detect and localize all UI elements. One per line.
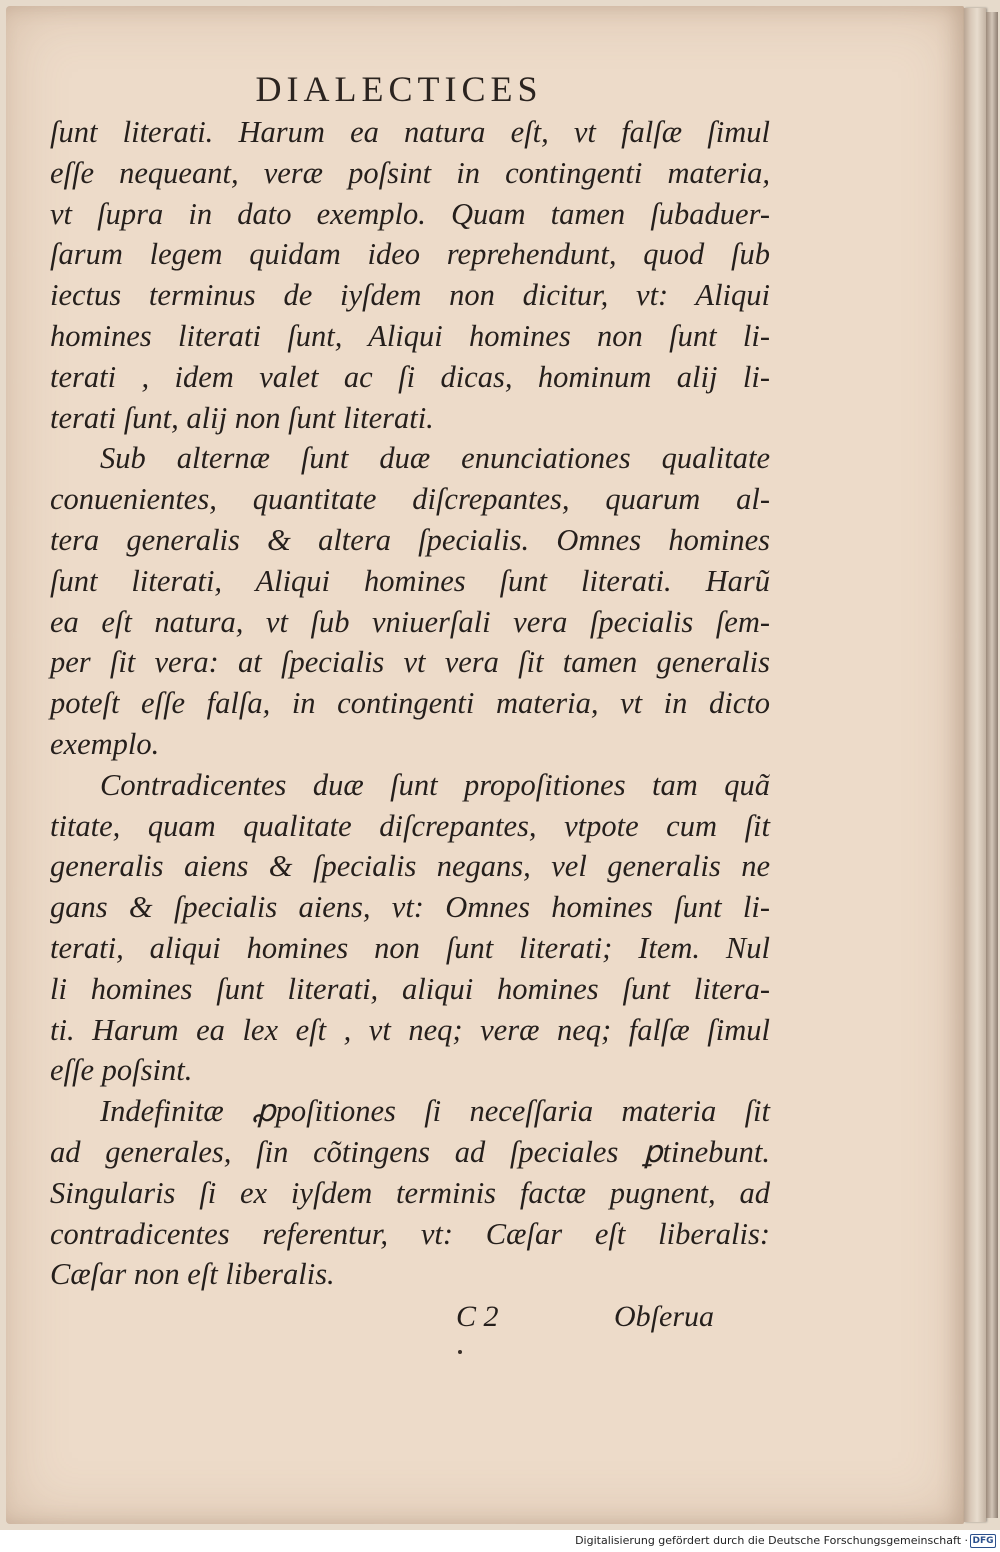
- text-line: gans & ſpecialis aiens, vt: Omnes homines ſunt li-: [50, 890, 770, 925]
- page-edge-fore: [964, 8, 986, 1522]
- text-line: Singularis ſi ex iyſdem terminis factæ pugnent, ad: [50, 1175, 770, 1210]
- text-line: ſarum legem quidam ideo reprehendunt, quod ſub: [50, 237, 770, 272]
- catchword: Obſerua: [614, 1300, 714, 1333]
- text-line: eſſe poſsint.: [50, 1053, 193, 1088]
- text-line: ad generales, ſin cõtingens ad ſpeciales ꝑtinebunt.: [50, 1134, 770, 1169]
- ink-dot: [458, 1350, 462, 1354]
- signature-mark: C 2: [456, 1300, 499, 1333]
- text-line: poteſt eſſe falſa, in contingenti materia, vt in dicto: [50, 686, 770, 721]
- text-line: Sub alternæ ſunt duæ enunciationes qualitate: [100, 441, 770, 476]
- text-line: per ſit vera: at ſpecialis vt vera ſit tamen generalis: [50, 645, 770, 680]
- running-head: DIALECTICES: [255, 69, 543, 109]
- text-line: li homines ſunt literati, aliqui homines ſunt litera-: [50, 971, 770, 1006]
- text-line: Contradicentes duæ ſunt propoſitiones tam quã: [100, 767, 770, 802]
- text-line: conuenientes, quantitate diſcrepantes, quarum al-: [50, 482, 770, 517]
- body-text: [50, 112, 770, 1295]
- text-line: Cæſar non eſt liberalis.: [50, 1257, 335, 1292]
- text-line: exemplo.: [50, 726, 160, 761]
- page-edge-outer: [986, 12, 998, 1518]
- text-line: titate, quam qualitate diſcrepantes, vtpote cum ſit: [50, 808, 770, 843]
- text-line: ſunt literati, Aliqui homines ſunt literati. Harũ: [50, 563, 770, 598]
- text-line: ſunt literati. Harum ea natura eſt, vt falſæ ſimul: [50, 115, 770, 149]
- dfg-logo: DFG: [970, 1534, 996, 1548]
- text-line: terati , idem valet ac ſi dicas, hominum alij li-: [50, 359, 770, 394]
- text-line: homines literati ſunt, Aliqui homines non ſunt li-: [50, 318, 770, 353]
- text-line: vt ſupra in dato exemplo. Quam tamen ſubaduer-: [50, 196, 770, 231]
- text-line: terati ſunt, alij non ſunt literati.: [50, 400, 434, 435]
- text-line: generalis aiens & ſpecialis negans, vel generalis ne: [50, 849, 770, 884]
- text-line: tera generalis & altera ſpecialis. Omnes homines: [50, 522, 770, 557]
- text-line: iectus terminus de iyſdem non dicitur, vt: Aliqui: [50, 278, 770, 313]
- text-line: terati, aliqui homines non ſunt literati; Item. Nul: [50, 930, 770, 965]
- text-line: eſſe nequeant, veræ poſsint in contingenti materia,: [50, 155, 770, 190]
- text-line: contradicentes referentur, vt: Cæſar eſt liberalis:: [50, 1216, 770, 1251]
- text-line: Indefinitæ ꝓpoſitiones ſi neceſſaria materia ſit: [100, 1094, 770, 1129]
- funding-credit: Digitalisierung gefördert durch die Deutsche Forschungsgemeinschaft ·: [575, 1534, 968, 1547]
- text-line: ti. Harum ea lex eſt , vt neq; veræ neq; falſæ ſimul: [50, 1012, 770, 1047]
- text-line: ea eſt natura, vt ſub vniuerſali vera ſpecialis ſem-: [50, 604, 770, 639]
